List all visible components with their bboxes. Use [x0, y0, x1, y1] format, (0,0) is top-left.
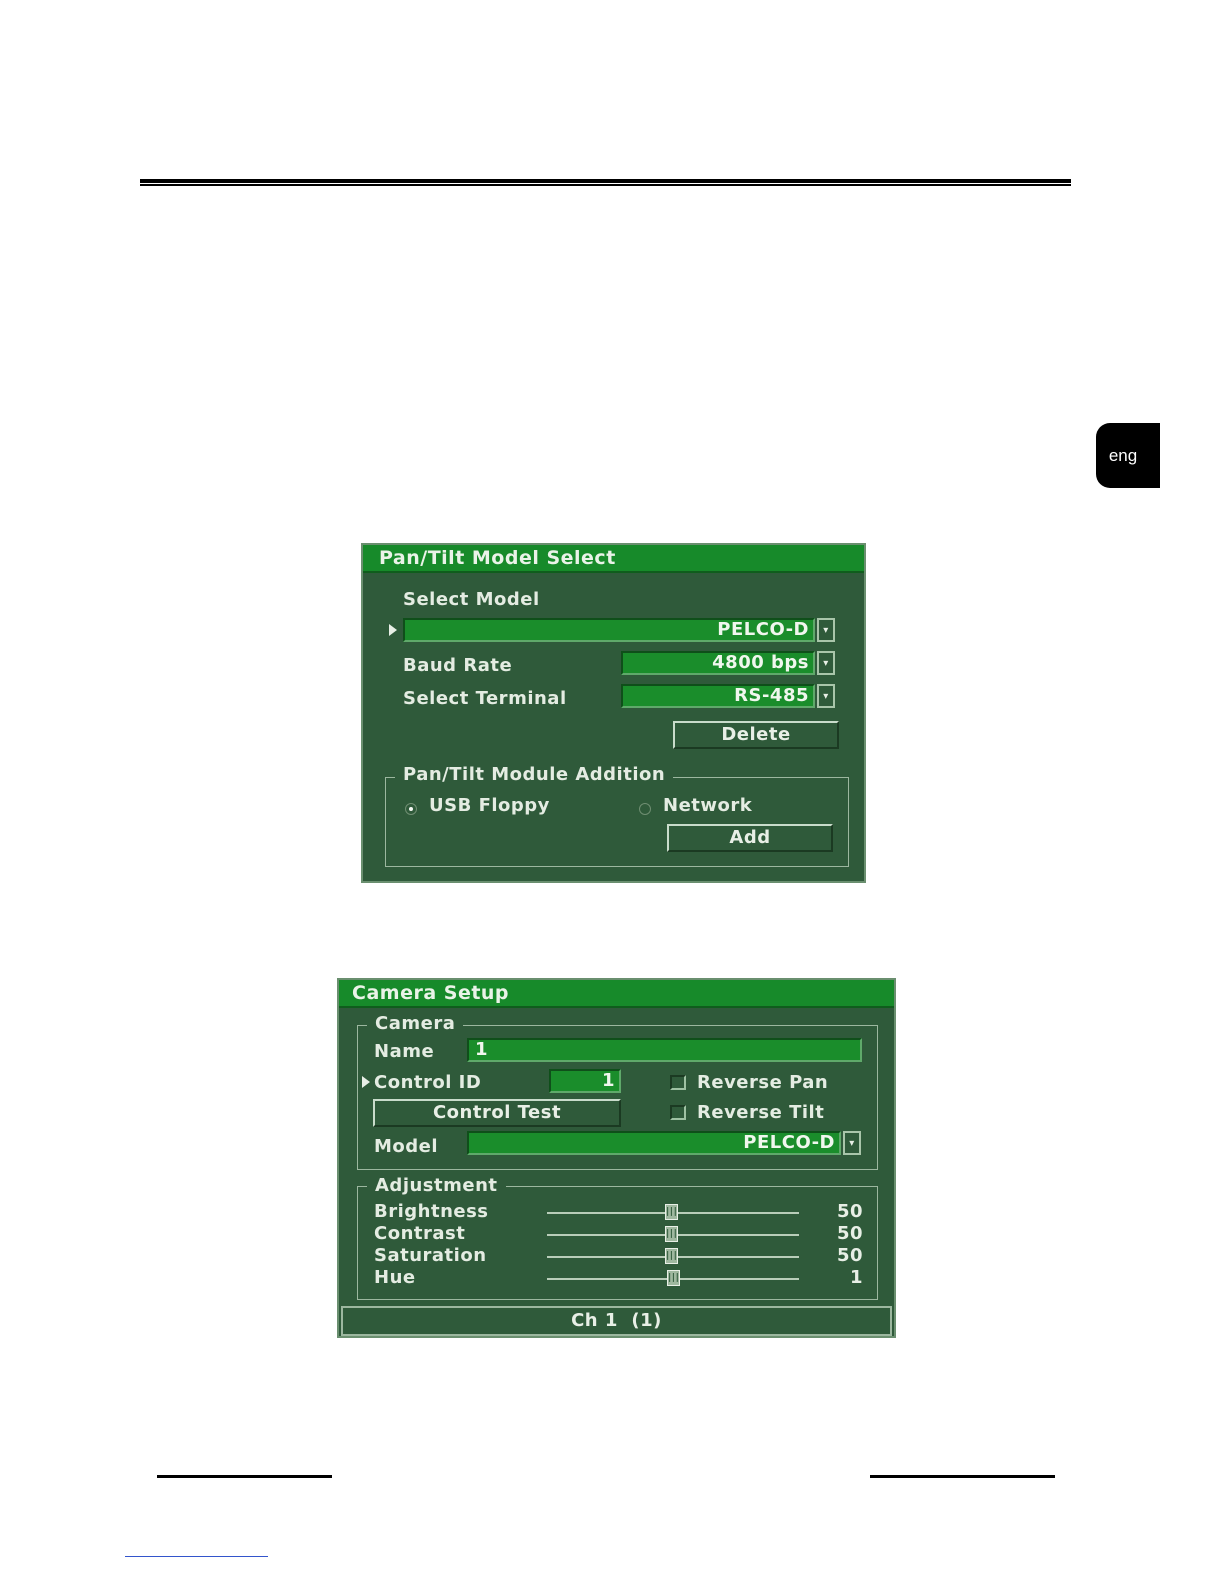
- slider-thumb-icon[interactable]: |||: [665, 1226, 678, 1242]
- model-dropdown-arrow-icon[interactable]: ▾: [843, 1131, 861, 1155]
- select-terminal-label: Select Terminal: [403, 688, 567, 709]
- delete-button[interactable]: Delete: [673, 721, 839, 749]
- footer-rule-left: [157, 1475, 332, 1478]
- window-title: Camera Setup: [339, 980, 894, 1008]
- control-id-label: Control ID: [374, 1072, 482, 1093]
- language-tab: [1096, 423, 1160, 488]
- usb-floppy-radio[interactable]: [405, 803, 417, 815]
- pan-tilt-model-select-window: [361, 543, 866, 883]
- add-button[interactable]: Add: [667, 824, 833, 852]
- selection-cursor-icon: [389, 624, 397, 636]
- baud-rate-dropdown-arrow-icon[interactable]: ▾: [817, 651, 835, 675]
- network-label: Network: [663, 795, 753, 816]
- control-id-input[interactable]: 1: [549, 1069, 621, 1093]
- model-label: Model: [374, 1136, 439, 1157]
- baud-rate-field[interactable]: 4800 bps: [621, 651, 815, 675]
- control-test-button[interactable]: Control Test: [373, 1099, 621, 1127]
- slider-thumb-icon[interactable]: |||: [665, 1204, 678, 1220]
- adjustment-label: Saturation: [374, 1245, 487, 1266]
- camera-setup-window: [337, 978, 896, 1338]
- terminal-field[interactable]: RS-485: [621, 684, 815, 708]
- select-model-label: Select Model: [403, 589, 540, 610]
- network-radio[interactable]: [639, 803, 651, 815]
- footer-link-underline: [125, 1556, 268, 1557]
- adjustment-value: 50: [836, 1245, 863, 1266]
- channel-status-bar: [341, 1306, 892, 1336]
- model-select-field[interactable]: PELCO-D: [467, 1131, 841, 1155]
- terminal-dropdown-arrow-icon[interactable]: ▾: [817, 684, 835, 708]
- channel-status-text: Ch 1 (1): [571, 1310, 662, 1331]
- name-input[interactable]: 1: [467, 1038, 862, 1062]
- model-select-field[interactable]: PELCO-D: [403, 618, 815, 642]
- adjustment-label: Contrast: [374, 1223, 466, 1244]
- adjustment-label: Hue: [374, 1267, 416, 1288]
- name-label: Name: [374, 1041, 435, 1062]
- reverse-tilt-checkbox[interactable]: [670, 1105, 686, 1120]
- adjustment-group-title: Adjustment: [367, 1175, 506, 1196]
- adjustment-label: Brightness: [374, 1201, 489, 1222]
- slider-thumb-icon[interactable]: |||: [665, 1248, 678, 1264]
- reverse-tilt-label: Reverse Tilt: [697, 1102, 825, 1123]
- reverse-pan-label: Reverse Pan: [697, 1072, 829, 1093]
- adjustment-value: 1: [849, 1267, 863, 1288]
- selection-cursor-icon: [362, 1076, 370, 1088]
- reverse-pan-checkbox[interactable]: [670, 1075, 686, 1090]
- usb-floppy-label: USB Floppy: [429, 795, 550, 816]
- baud-rate-label: Baud Rate: [403, 655, 513, 676]
- adjustment-value: 50: [836, 1223, 863, 1244]
- camera-group-title: Camera: [367, 1013, 463, 1034]
- model-dropdown-arrow-icon[interactable]: ▾: [817, 618, 835, 642]
- module-addition-group: [385, 777, 849, 867]
- header-rule-top: [140, 179, 1071, 183]
- module-addition-title: Pan/Tilt Module Addition: [395, 764, 673, 785]
- adjustment-value: 50: [836, 1201, 863, 1222]
- window-title: Pan/Tilt Model Select: [363, 545, 864, 573]
- footer-rule-right: [870, 1475, 1055, 1478]
- header-rule-bottom: [140, 184, 1071, 186]
- slider-thumb-icon[interactable]: |||: [667, 1270, 680, 1286]
- language-tab-label: eng: [1108, 445, 1138, 465]
